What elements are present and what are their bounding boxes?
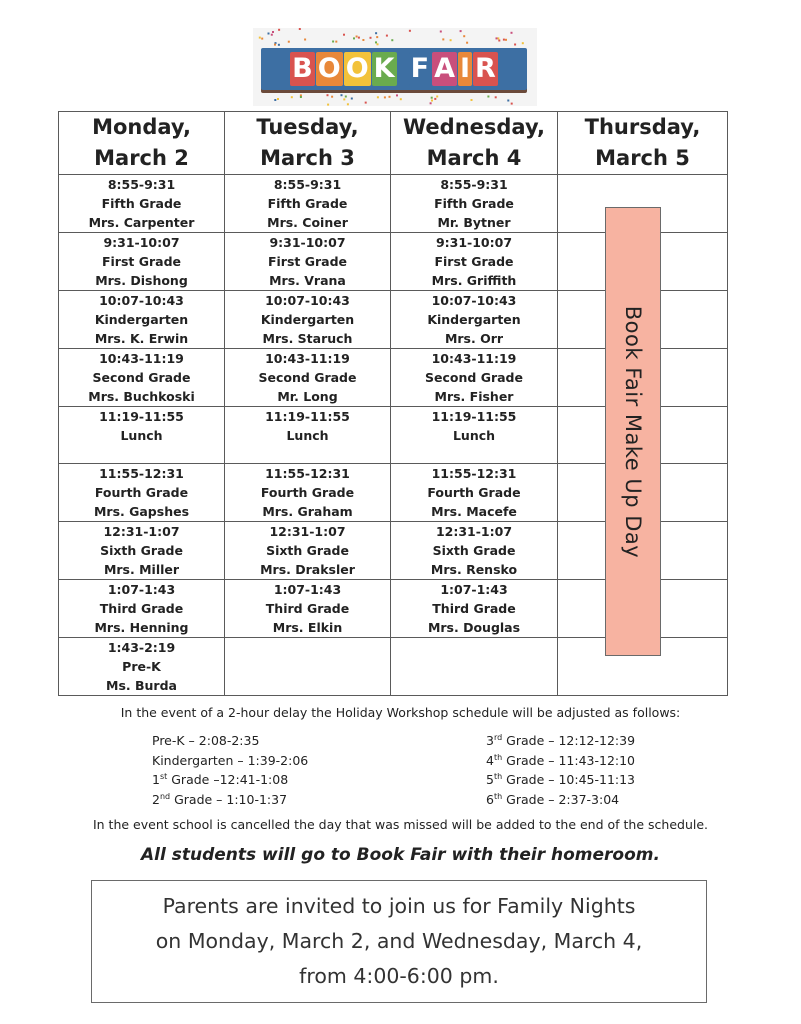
grade-label: Fourth Grade xyxy=(94,485,189,500)
time-slot: 1:43-2:19 xyxy=(107,640,176,655)
confetti-dot xyxy=(471,99,473,101)
schedule-cell xyxy=(391,464,558,522)
grade-label: Second Grade xyxy=(258,370,357,385)
schedule-cell xyxy=(225,522,391,580)
delay-schedule-item: 4th Grade – 11:43-12:10 xyxy=(486,752,636,768)
confetti-dot xyxy=(327,94,329,96)
schedule-cell xyxy=(59,233,225,291)
time-slot: 11:55-12:31 xyxy=(99,466,184,481)
confetti-dot xyxy=(268,33,270,35)
teacher-name: Mrs. Staruch xyxy=(262,331,353,346)
banner-letter: B xyxy=(292,53,313,84)
time-slot: 10:43-11:19 xyxy=(431,351,517,366)
delay-schedule-left xyxy=(152,731,308,809)
confetti-dot xyxy=(278,44,280,46)
time-slot: 8:55-9:31 xyxy=(107,177,176,192)
time-slot: 1:07-1:43 xyxy=(273,582,342,597)
confetti-dot xyxy=(259,37,261,39)
banner-letter: O xyxy=(317,53,341,84)
teacher-name: Mr. Long xyxy=(277,389,338,404)
banner-letter: K xyxy=(373,53,395,84)
schedule-cell xyxy=(225,349,391,407)
confetti-dot xyxy=(362,39,364,41)
schedule-cell xyxy=(391,407,558,464)
grade-label: Fifth Grade xyxy=(434,196,514,211)
grade-label: Fourth Grade xyxy=(260,485,355,500)
delay-schedule-item: 6th Grade – 2:37-3:04 xyxy=(486,791,620,807)
confetti-dot xyxy=(345,96,347,98)
schedule-cell xyxy=(225,580,391,638)
schedule-cell xyxy=(391,349,558,407)
time-slot: 8:55-9:31 xyxy=(273,177,342,192)
makeup-day-box xyxy=(605,207,661,656)
confetti-dot xyxy=(377,43,379,45)
schedule-cell xyxy=(225,464,391,522)
teacher-name: Mrs. Draksler xyxy=(260,562,355,577)
confetti-dot xyxy=(304,39,306,41)
confetti-dot xyxy=(514,44,516,46)
confetti-dot xyxy=(358,37,360,39)
grade-label: Lunch xyxy=(452,428,496,443)
confetti-dot xyxy=(332,41,334,43)
confetti-dot xyxy=(300,96,302,98)
schedule-cell xyxy=(59,580,225,638)
header-row xyxy=(59,112,728,175)
teacher-name: Mrs. Douglas xyxy=(427,620,521,635)
family-nights-line: Parents are invited to join us for Family Nights xyxy=(162,894,636,918)
grade-label: First Grade xyxy=(434,254,514,269)
day-header: Thursday, March 5 xyxy=(558,112,728,175)
confetti-dot xyxy=(498,40,500,42)
time-slot: 10:07-10:43 xyxy=(431,293,517,308)
time-slot: 10:43-11:19 xyxy=(265,351,350,366)
time-slot: 12:31-1:07 xyxy=(103,524,180,539)
confetti-dot xyxy=(274,99,276,101)
day-header: Wednesday, March 4 xyxy=(391,112,558,175)
confetti-dot xyxy=(365,102,367,104)
confetti-dot xyxy=(347,103,349,105)
confetti-dot xyxy=(511,32,513,34)
schedule-cell xyxy=(391,522,558,580)
delay-schedule-item: 5th Grade – 10:45-11:13 xyxy=(486,771,636,787)
confetti-dot xyxy=(291,96,293,98)
teacher-name: Ms. Burda xyxy=(106,678,177,693)
grade-label: Fifth Grade xyxy=(267,196,348,211)
confetti-dot xyxy=(370,37,372,39)
delay-schedule-item: 1st Grade –12:41-1:08 xyxy=(152,771,289,787)
time-slot: 10:07-10:43 xyxy=(265,293,350,308)
grade-label: Sixth Grade xyxy=(432,543,516,558)
time-slot: 12:31-1:07 xyxy=(435,524,513,539)
time-slot: 11:19-11:55 xyxy=(431,409,517,424)
teacher-name: Mr. Bytner xyxy=(437,215,511,230)
confetti-dot xyxy=(396,94,398,96)
teacher-name: Mrs. Henning xyxy=(94,620,189,635)
confetti-dot xyxy=(375,41,377,43)
confetti-dot xyxy=(335,41,337,43)
banner-letter: A xyxy=(434,53,455,84)
confetti-dot xyxy=(503,39,505,41)
schedule-cell xyxy=(59,349,225,407)
delay-note: In the event of a 2-hour delay the Holiday Workshop schedule will be adjusted as follows: xyxy=(120,705,681,720)
time-slot: 12:31-1:07 xyxy=(269,524,346,539)
grade-label: Second Grade xyxy=(92,370,191,385)
time-slot: 11:55-12:31 xyxy=(265,466,350,481)
confetti-dot xyxy=(384,96,386,98)
time-slot: 9:31-10:07 xyxy=(103,235,180,250)
grade-label: Pre-K xyxy=(122,659,161,674)
confetti-dot xyxy=(434,98,436,100)
confetti-dot xyxy=(351,98,353,100)
delay-schedule-item: 3rd Grade – 12:12-12:39 xyxy=(486,732,636,748)
confetti-dot xyxy=(277,98,279,100)
confetti-dot xyxy=(272,31,274,33)
teacher-name: Mrs. Rensko xyxy=(430,562,518,577)
teacher-name: Mrs. Coiner xyxy=(267,215,348,230)
schedule-cell xyxy=(225,638,391,696)
schedule-cell xyxy=(59,175,225,233)
confetti-dot xyxy=(436,96,438,98)
confetti-dot xyxy=(391,39,393,41)
teacher-name: Mrs. Elkin xyxy=(272,620,343,635)
teacher-name: Mrs. Vrana xyxy=(269,273,346,288)
confetti-dot xyxy=(377,96,379,98)
banner-letter: F xyxy=(410,53,430,84)
banner-letter: R xyxy=(475,53,496,84)
teacher-name: Mrs. Graham xyxy=(262,504,353,519)
banner-letter: I xyxy=(459,53,471,84)
confetti-dot xyxy=(495,96,497,98)
family-nights-box xyxy=(91,880,707,1003)
confetti-dot xyxy=(389,96,391,98)
schedule-cell xyxy=(225,407,391,464)
time-slot: 8:55-9:31 xyxy=(440,177,508,192)
grade-label: Fifth Grade xyxy=(101,196,182,211)
confetti-dot xyxy=(343,34,345,36)
time-slot: 9:31-10:07 xyxy=(435,235,513,250)
confetti-dot xyxy=(440,31,442,33)
time-slot: 10:07-10:43 xyxy=(99,293,184,308)
teacher-name: Mrs. Orr xyxy=(444,331,504,346)
schedule-cell xyxy=(59,407,225,464)
grade-label: First Grade xyxy=(267,254,348,269)
confetti-dot xyxy=(353,37,355,39)
confetti-dot xyxy=(400,98,402,100)
confetti-dot xyxy=(466,42,468,44)
grade-label: Second Grade xyxy=(425,370,523,385)
confetti-dot xyxy=(487,96,489,98)
confetti-dot xyxy=(341,94,343,96)
teacher-name: Mrs. Macefe xyxy=(431,504,517,519)
confetti-dot xyxy=(505,39,507,41)
delay-schedule-right xyxy=(486,731,635,809)
delay-schedule-item: Pre-K – 2:08-2:35 xyxy=(152,733,260,748)
family-nights-line: from 4:00-6:00 pm. xyxy=(299,964,499,988)
teacher-name: Mrs. Carpenter xyxy=(88,215,195,230)
confetti-dot xyxy=(343,98,345,100)
confetti-dot xyxy=(450,39,452,41)
confetti-dot xyxy=(356,36,358,38)
day-header: Tuesday, March 3 xyxy=(225,112,391,175)
grade-label: First Grade xyxy=(101,254,182,269)
confetti-dot xyxy=(274,44,276,46)
teacher-name: Mrs. Dishong xyxy=(95,273,188,288)
schedule-cell xyxy=(225,175,391,233)
confetti-dot xyxy=(496,37,498,39)
schedule-cell xyxy=(59,638,225,696)
teacher-name: Mrs. Griffith xyxy=(431,273,517,288)
grade-label: Sixth Grade xyxy=(100,543,183,558)
confetti-dot xyxy=(463,35,465,37)
confetti-dot xyxy=(288,41,290,43)
time-slot: 11:55-12:31 xyxy=(431,466,517,481)
teacher-name: Mrs. Fisher xyxy=(434,389,514,404)
confetti-dot xyxy=(261,38,263,40)
confetti-dot xyxy=(442,38,444,40)
delay-schedule-item: Kindergarten – 1:39-2:06 xyxy=(152,752,309,768)
confetti-dot xyxy=(386,35,388,37)
schedule-cell xyxy=(391,233,558,291)
confetti-dot xyxy=(431,97,433,99)
grade-label: Sixth Grade xyxy=(266,543,349,558)
grade-label: Third Grade xyxy=(265,601,350,616)
confetti-dot xyxy=(299,28,301,30)
grade-label: Third Grade xyxy=(432,601,516,616)
grade-label: Fourth Grade xyxy=(427,485,521,500)
schedule-cell xyxy=(391,291,558,349)
confetti-dot xyxy=(331,96,333,98)
grade-label: Kindergarten xyxy=(260,312,355,327)
schedule-cell xyxy=(225,291,391,349)
teacher-name: Mrs. Miller xyxy=(103,562,180,577)
book-fair-banner xyxy=(253,28,537,106)
grade-label: Lunch xyxy=(286,428,329,443)
time-slot: 11:19-11:55 xyxy=(99,409,184,424)
banner-letter: O xyxy=(345,53,369,84)
grade-label: Kindergarten xyxy=(94,312,189,327)
grade-label: Kindergarten xyxy=(427,312,521,327)
day-header: Monday, March 2 xyxy=(59,112,225,175)
teacher-name: Mrs. K. Erwin xyxy=(94,331,189,346)
schedule-cell xyxy=(59,464,225,522)
family-nights-line: on Monday, March 2, and Wednesday, March 4, xyxy=(155,929,643,953)
schedule-cell xyxy=(391,638,558,696)
confetti-dot xyxy=(409,30,411,32)
schedule-cell xyxy=(59,522,225,580)
schedule-cell xyxy=(391,580,558,638)
time-slot: 11:19-11:55 xyxy=(265,409,350,424)
confetti-dot xyxy=(375,32,377,34)
confetti-dot xyxy=(507,100,509,102)
time-slot: 1:07-1:43 xyxy=(440,582,508,597)
confetti-dot xyxy=(327,104,329,106)
confetti-dot xyxy=(522,42,524,44)
book-fair-title xyxy=(261,48,527,90)
confetti-dot xyxy=(271,34,273,36)
confetti-dot xyxy=(376,36,378,38)
cancel-note: In the event school is cancelled the day that was missed will be added to the end of the schedule. xyxy=(92,817,709,832)
time-slot: 9:31-10:07 xyxy=(269,235,346,250)
teacher-name: Mrs. Buchkoski xyxy=(88,389,195,404)
confetti-dot xyxy=(497,37,499,39)
confetti-dot xyxy=(431,100,433,102)
delay-schedule-item: 2nd Grade – 1:10-1:37 xyxy=(152,791,288,807)
grade-label: Third Grade xyxy=(99,601,184,616)
confetti-dot xyxy=(460,30,462,32)
confetti-dot xyxy=(511,103,513,105)
schedule-cell xyxy=(225,233,391,291)
confetti-dot xyxy=(278,29,280,31)
confetti-dot xyxy=(430,102,432,104)
teacher-name: Mrs. Gapshes xyxy=(93,504,190,519)
time-slot: 1:07-1:43 xyxy=(107,582,176,597)
homeroom-note: All students will go to Book Fair with their homeroom. xyxy=(141,845,660,865)
makeup-day-label: Book Fair Make Up Day xyxy=(621,305,645,558)
time-slot: 10:43-11:19 xyxy=(99,351,184,366)
grade-label: Lunch xyxy=(120,428,163,443)
schedule-cell xyxy=(59,291,225,349)
schedule-cell xyxy=(391,175,558,233)
